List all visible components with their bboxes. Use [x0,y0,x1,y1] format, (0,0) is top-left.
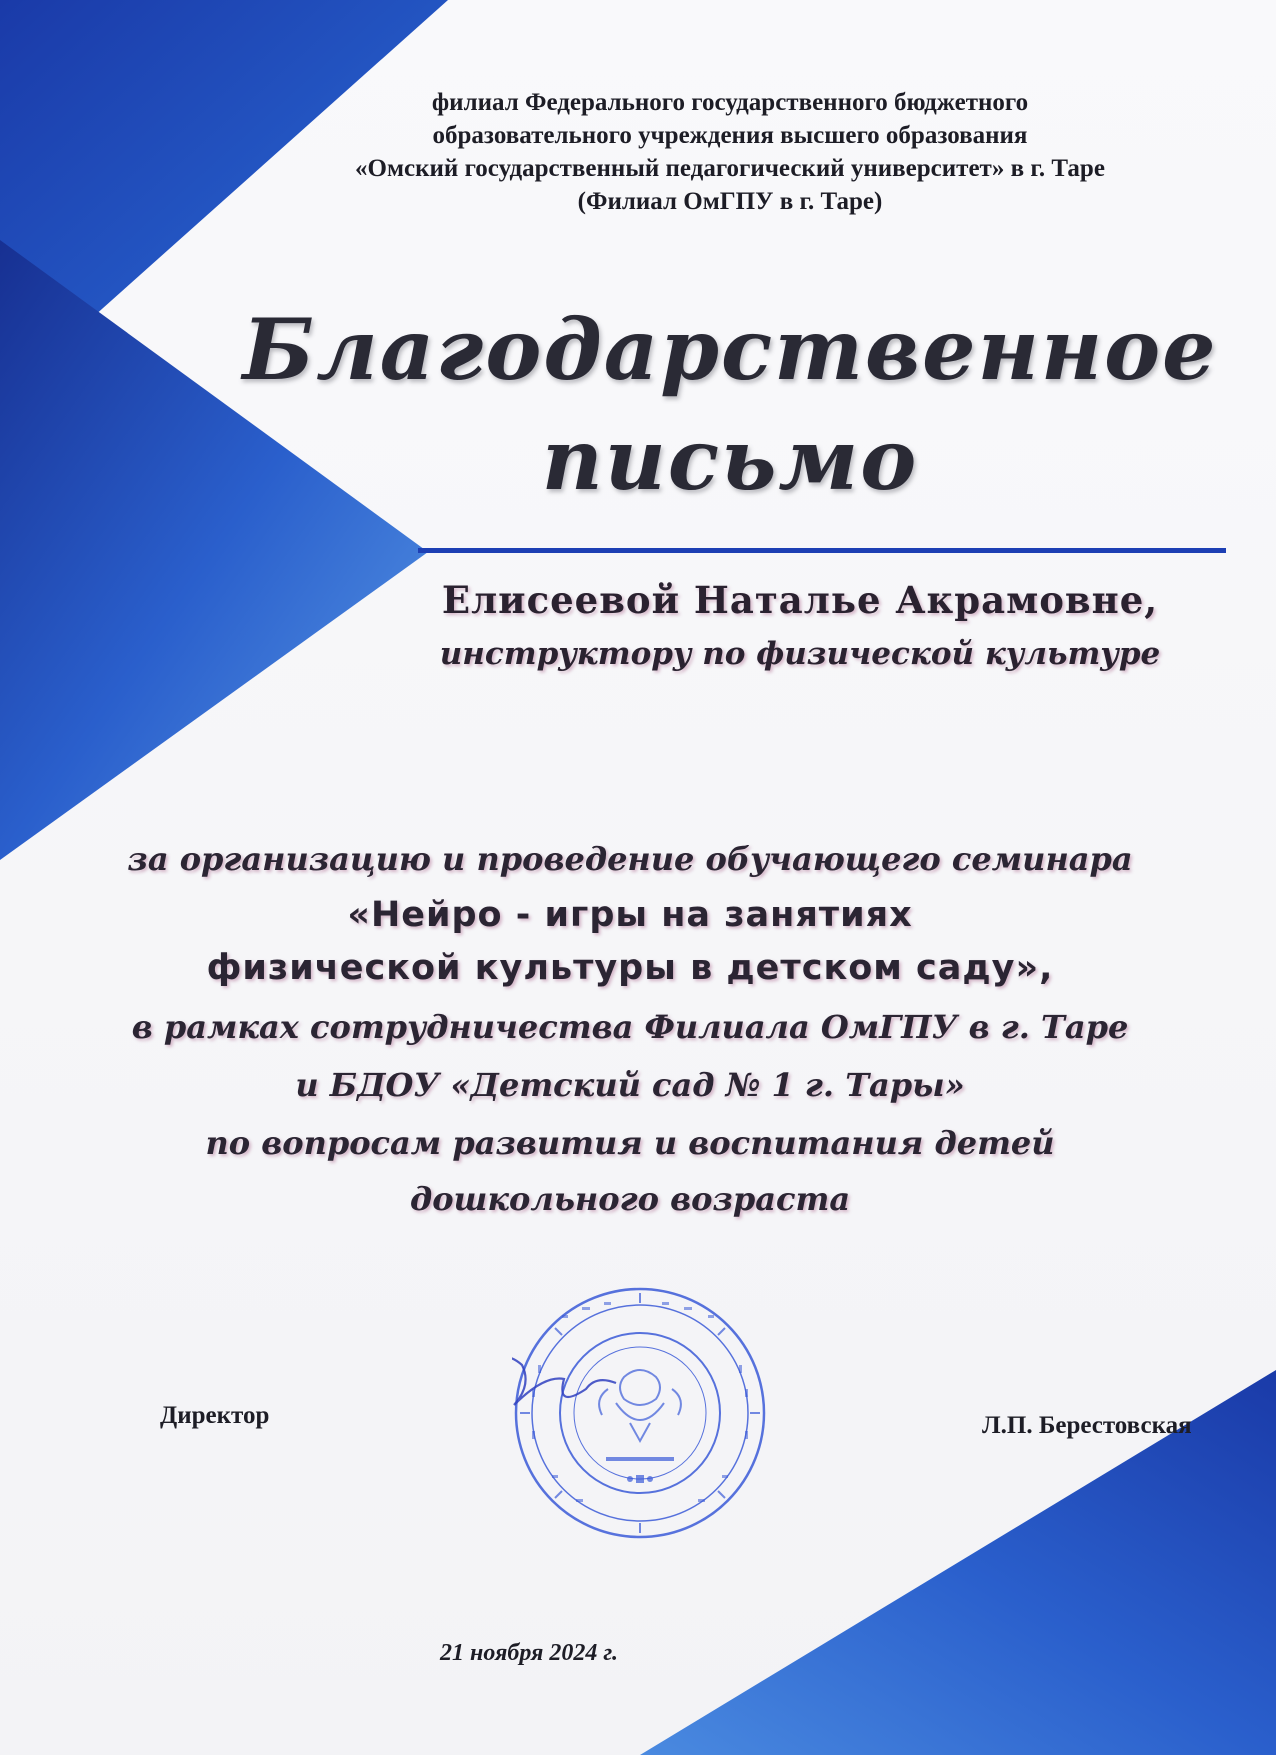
signer-position: Директор [160,1402,270,1429]
org-header-line-3: «Омский государственный педагогический университет» в г. Таре [355,155,1105,182]
org-header-line-2: образовательного учреждения высшего образования [432,122,1028,149]
recipient-name: Елисеевой Наталье Акрамовне, [441,578,1159,622]
signer-name: Л.П. Берестовская [982,1412,1192,1439]
seminar-title-line-2: физической культуры в детском саду», [206,948,1054,988]
org-header-line-4: (Филиал ОмГПУ в г. Таре) [577,188,883,215]
org-header-line-1: филиал Федерального государственного бюджетного [431,89,1029,116]
body-line-5: и БДОУ «Детский сад № 1 г. Тары» [295,1066,965,1104]
body-line-7: дошкольного возраста [409,1180,851,1218]
body-line-4: в рамках сотрудничества Филиала ОмГПУ в г. Таре [131,1008,1129,1046]
official-seal [512,1285,768,1541]
document-title-line-2: письмо [541,410,919,509]
document-title-line-1: Благодарственное [242,300,1218,399]
body-line-6: по вопросам развития и воспитания детей [205,1124,1055,1162]
recipient-role: инструктору по физической культуре [439,636,1161,672]
title-divider [418,548,1226,553]
body-line-1: за организацию и проведение обучающего семинара [127,840,1133,878]
seminar-title-line-1: «Нейро - игры на занятиях [347,895,913,935]
issue-date: 21 ноября 2024 г. [440,1640,618,1666]
